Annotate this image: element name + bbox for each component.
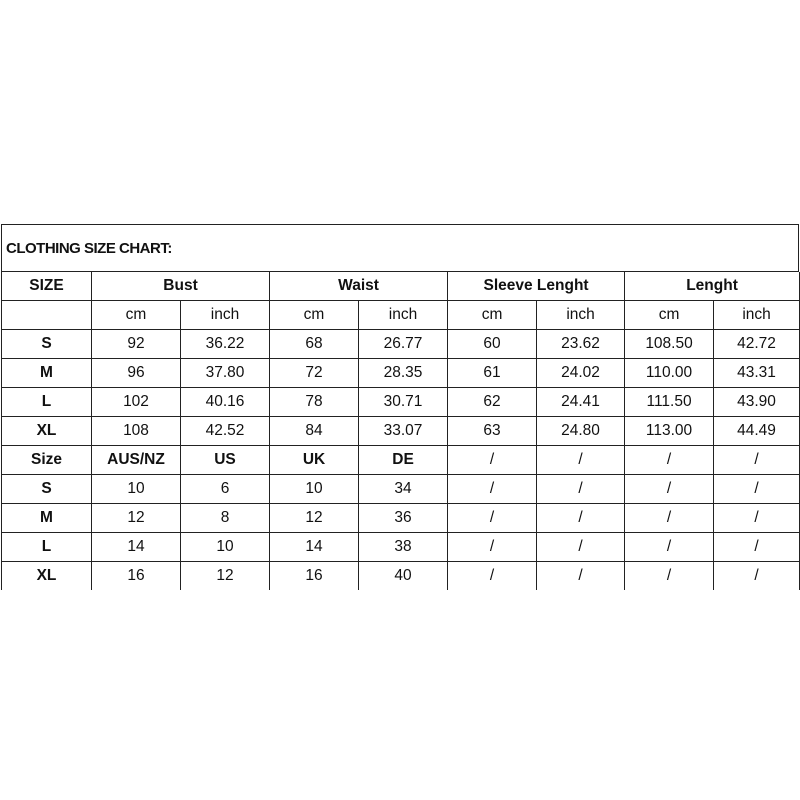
value-cell: 10 xyxy=(181,533,270,562)
value-cell: 113.00 xyxy=(625,417,714,446)
empty-slash-cell: / xyxy=(625,562,714,591)
group-header-row xyxy=(2,272,800,301)
value-cell: 14 xyxy=(270,533,359,562)
value-cell: 37.80 xyxy=(181,359,270,388)
bust-header: Bust xyxy=(92,272,270,301)
region-header: DE xyxy=(359,446,448,475)
empty-slash-cell: / xyxy=(537,446,625,475)
sleeve-length-header: Sleeve Lenght xyxy=(448,272,625,301)
value-cell: 110.00 xyxy=(625,359,714,388)
empty-slash-cell: / xyxy=(714,533,800,562)
table-row xyxy=(2,417,800,446)
unit-cell: inch xyxy=(714,301,800,330)
table-row xyxy=(2,359,800,388)
empty-slash-cell: / xyxy=(448,562,537,591)
value-cell: 36.22 xyxy=(181,330,270,359)
value-cell: 40.16 xyxy=(181,388,270,417)
empty-slash-cell: / xyxy=(448,533,537,562)
value-cell: 42.72 xyxy=(714,330,800,359)
value-cell: 26.77 xyxy=(359,330,448,359)
value-cell: 38 xyxy=(359,533,448,562)
value-cell: 8 xyxy=(181,504,270,533)
value-cell: 92 xyxy=(92,330,181,359)
table-row xyxy=(2,475,800,504)
size-cell: XL xyxy=(2,562,92,591)
value-cell: 24.02 xyxy=(537,359,625,388)
region-header: UK xyxy=(270,446,359,475)
size-chart xyxy=(1,224,799,590)
value-cell: 23.62 xyxy=(537,330,625,359)
size-cell: S xyxy=(2,330,92,359)
size-cell: XL xyxy=(2,417,92,446)
table-row xyxy=(2,504,800,533)
value-cell: 28.35 xyxy=(359,359,448,388)
value-cell: 108.50 xyxy=(625,330,714,359)
value-cell: 24.41 xyxy=(537,388,625,417)
size-cell: M xyxy=(2,359,92,388)
value-cell: 34 xyxy=(359,475,448,504)
value-cell: 43.31 xyxy=(714,359,800,388)
value-cell: 84 xyxy=(270,417,359,446)
value-cell: 6 xyxy=(181,475,270,504)
value-cell: 36 xyxy=(359,504,448,533)
unit-cell-empty xyxy=(2,301,92,330)
value-cell: 78 xyxy=(270,388,359,417)
value-cell: 10 xyxy=(270,475,359,504)
value-cell: 68 xyxy=(270,330,359,359)
value-cell: 30.71 xyxy=(359,388,448,417)
table-row xyxy=(2,562,800,591)
empty-slash-cell: / xyxy=(537,475,625,504)
value-cell: 10 xyxy=(92,475,181,504)
empty-slash-cell: / xyxy=(625,533,714,562)
value-cell: 102 xyxy=(92,388,181,417)
value-cell: 72 xyxy=(270,359,359,388)
unit-cell: inch xyxy=(359,301,448,330)
size-cell: M xyxy=(2,504,92,533)
value-cell: 63 xyxy=(448,417,537,446)
unit-cell: cm xyxy=(92,301,181,330)
size-cell: L xyxy=(2,388,92,417)
empty-slash-cell: / xyxy=(448,504,537,533)
value-cell: 42.52 xyxy=(181,417,270,446)
unit-cell: cm xyxy=(448,301,537,330)
empty-slash-cell: / xyxy=(625,446,714,475)
empty-slash-cell: / xyxy=(714,446,800,475)
value-cell: 40 xyxy=(359,562,448,591)
unit-cell: cm xyxy=(625,301,714,330)
region-header: AUS/NZ xyxy=(92,446,181,475)
size-header: SIZE xyxy=(2,272,92,301)
conversion-size-header: Size xyxy=(2,446,92,475)
chart-title: CLOTHING SIZE CHART: xyxy=(1,224,799,272)
value-cell: 12 xyxy=(92,504,181,533)
size-cell: S xyxy=(2,475,92,504)
value-cell: 16 xyxy=(92,562,181,591)
value-cell: 111.50 xyxy=(625,388,714,417)
unit-cell: inch xyxy=(537,301,625,330)
empty-slash-cell: / xyxy=(714,562,800,591)
empty-slash-cell: / xyxy=(537,562,625,591)
table-row xyxy=(2,533,800,562)
value-cell: 14 xyxy=(92,533,181,562)
value-cell: 24.80 xyxy=(537,417,625,446)
value-cell: 61 xyxy=(448,359,537,388)
empty-slash-cell: / xyxy=(537,504,625,533)
unit-cell: inch xyxy=(181,301,270,330)
value-cell: 33.07 xyxy=(359,417,448,446)
size-cell: L xyxy=(2,533,92,562)
empty-slash-cell: / xyxy=(714,504,800,533)
empty-slash-cell: / xyxy=(537,533,625,562)
length-header: Lenght xyxy=(625,272,800,301)
table-row xyxy=(2,388,800,417)
empty-slash-cell: / xyxy=(714,475,800,504)
size-table xyxy=(1,272,800,590)
empty-slash-cell: / xyxy=(448,475,537,504)
conversion-header-row xyxy=(2,446,800,475)
unit-cell: cm xyxy=(270,301,359,330)
value-cell: 96 xyxy=(92,359,181,388)
empty-slash-cell: / xyxy=(625,504,714,533)
value-cell: 43.90 xyxy=(714,388,800,417)
waist-header: Waist xyxy=(270,272,448,301)
value-cell: 60 xyxy=(448,330,537,359)
empty-slash-cell: / xyxy=(625,475,714,504)
value-cell: 16 xyxy=(270,562,359,591)
value-cell: 12 xyxy=(181,562,270,591)
empty-slash-cell: / xyxy=(448,446,537,475)
region-header: US xyxy=(181,446,270,475)
value-cell: 62 xyxy=(448,388,537,417)
value-cell: 108 xyxy=(92,417,181,446)
value-cell: 44.49 xyxy=(714,417,800,446)
value-cell: 12 xyxy=(270,504,359,533)
table-row xyxy=(2,330,800,359)
unit-row xyxy=(2,301,800,330)
